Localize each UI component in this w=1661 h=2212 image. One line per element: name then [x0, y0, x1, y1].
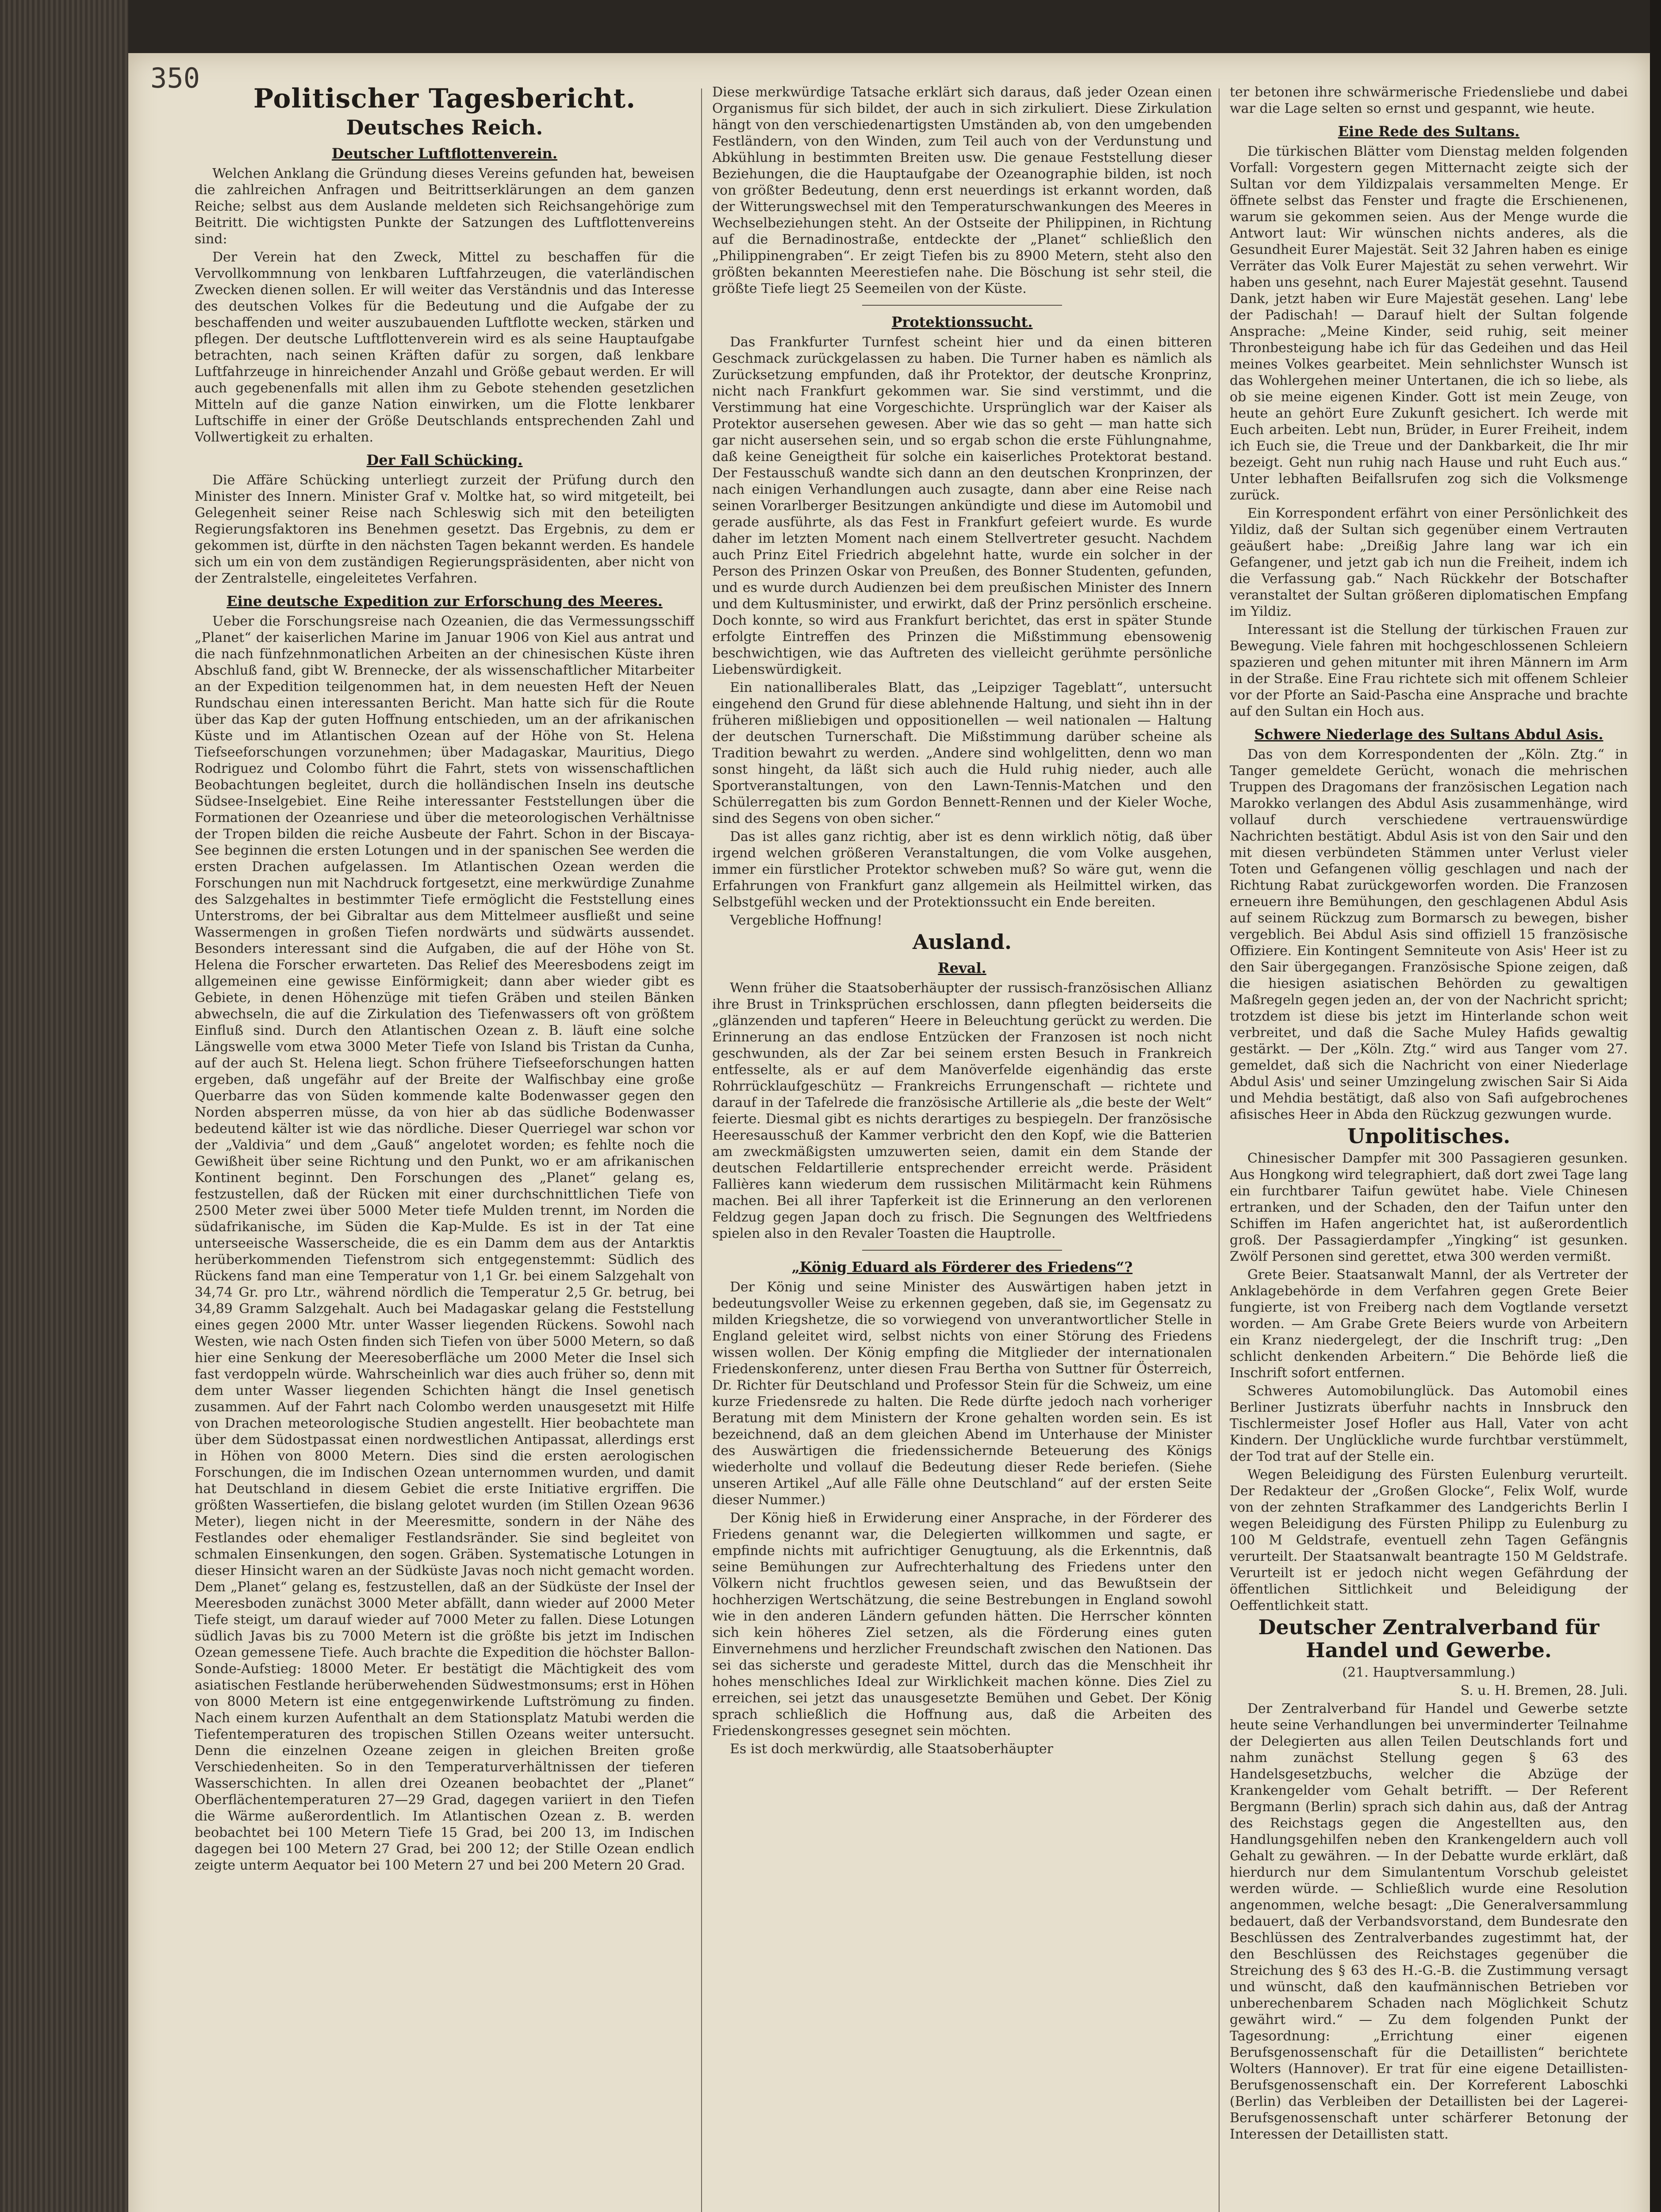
article-paragraph: Wegen Beleidigung des Fürsten Eulenburg verurteilt. Der Redakteur der „Großen Glocke“, Felix Wolf, wurde von der zehnten Strafkammer des Landgerichts Berlin I wegen Beleidigung des Fürsten Philipp zu Eulenburg zu 100 M Geldstrafe, eventuell zehn Tagen Gefängnis verurteilt. Der Staatsanwalt beantragte 150 M Geldstrafe. Verurteilt ist er jedoch nicht wegen Gefährdung der öffentlichen Sittlichkeit und Beleidigung der Oeffentlichkeit statt.	[1230, 1467, 1628, 1613]
article-paragraph: Es ist doch merkwürdig, alle Staatsoberhäupter	[730, 1741, 1053, 1757]
article-paragraph: Vergebliche Hoffnung!	[730, 913, 882, 928]
article-paragraph: Der Zentralverband für Handel und Gewerbe setzte heute seine Verhandlungen bei unverminderter Teilnahme der Delegierten aus allen Teilen Deutschlands fort und nahm zunächst Stellung gegen § 63 des Handelsgesetzbuchs, welcher die Abzüge der Krankengelder vom Gehalt betrifft. — Der Referent Bergmann (Berlin) sprach sich dahin aus, daß der Antrag des Reichstags gegen die Angestellten aus, den Handlungsgehilfen neben den Krankengeldern auch voll Gehalt zu gewähren. — In der Debatte wurde erklärt, daß hierdurch nur dem Simulantentum Vorschub geleistet werden würde. — Schließlich wurde eine Resolution angenommen, welche besagt: „Die Generalversammlung bedauert, daß der Verbandsvorstand, dem Bundesrate den Beschlüssen des Zentralverbandes zugestimmt hat, der den Beschlüssen des Reichstages gegenüber die Streichung des § 63 des H.-G.-B. die Zustimmung versagt und wünscht, daß den kaufmännischen Betrieben vor unberechenbarem Schaden nach Möglichkeit Schutz gewährt wird.“ — Zu dem folgenden Punkt der Tagesordnung: „Errichtung einer eigenen Berufsgenossenschaft für die Detaillisten“ berichtete Wolters (Hannover). Er trat für eine eigene Detaillisten-Berufsgenossenschaft ein. Der Korreferent Laboschki (Berlin) das Verbleiben der Detaillisten bei der Lagerei-Berufsgenossenschaft unter schärferer Betonung der Interessen der Detaillisten statt.	[1230, 1701, 1628, 2142]
article-paragraph: Das Frankfurter Turnfest scheint hier und da einen bitteren Geschmack zurückgelassen zu haben. Die Turner haben es nämlich als Zurücksetzung empfunden, daß ihr Protektor, der deutsche Kronprinz, nicht nach Frankfurt gekommen war. Sie sind verstimmt, und die Verstimmung hat eine Vorgeschichte. Ursprünglich war der Kaiser als Protektor ausersehen gewesen. Aber wie das so geht — man hatte sich gar nicht ausersehen sein, und so ergab schon die erste Fühlungnahme, daß keine Geneigtheit für solche ein kaiserliches Protektorat bestand. Der Festausschuß wandte sich dann an den deutschen Kronprinzen, der nach einigen Verhandlungen auch zusagte, dann aber eine Reise nach seinen Vorarlberger Besitzungen ankündigte und diese im Automobil und gerade ausführte, als das Fest in Frankfurt gefeiert wurde. Es wurde daher im letzten Moment nach einem Stellvertreter gesucht. Nachdem auch Prinz Eitel Friedrich abgelehnt hatte, wurde ein solcher in der Person des Prinzen Oskar von Preußen, des Bonner Studenten, gefunden, und es wurde durch Audienzen bei dem preußischen Minister des Innern und dem Kultusminister, und erwirkt, daß der Prinz persönlich erscheine. Doch konnte, so wird aus Frankfurt berichtet, das erst in später Stunde erfolgte Eintreffen des Prinzen die Mißstimmung ebensowenig beschwichtigen, wie das Auftreten des vielleicht gerühmte persönliche Liebenswürdigkeit.	[712, 334, 1212, 677]
article-paragraph: Das von dem Korrespondenten der „Köln. Ztg.“ in Tanger gemeldete Gerücht, wonach die mehrischen Truppen des Dragomans der französischen Legation nach Marokko verlangen des Abdul Asis zusammenhänge, wird vollauf durch verschiedene vertrauenswürdige Nachrichten bestätigt. Abdul Asis ist von den Sair und den mit diesen verbündeten Stämmen unter Verlust vieler Toten und Gefangenen völlig geschlagen und nach der Richtung Rabat zurückgeworfen worden. Die Franzosen erneuern ihre Bemühungen, den geschlagenen Abdul Asis auf seinem Rückzug zum Bormarsch zu bewegen, bisher vergeblich. Bei Abdul Asis sind offiziell 15 französische Offiziere. Ein Kontingent Semniteute von Asis' Heer ist zu den Sair übergegangen. Französische Spione zeigen, daß die hiesigen asiatischen Behörden zu gewaltigen Maßregeln gegen jeden an, der von der Nachricht spricht; trotzdem ist diese bis jetzt im Hinterlande schon weit verbreitet, und daß die Sache Muley Hafids gewaltig gestärkt. — Der „Köln. Ztg.“ wird aus Tanger vom 27. gemeldet, daß sich die Nachricht von einer Niederlage Abdul Asis' und seiner Umzingelung zwischen Sair Si Aida und Mehdia bestätigt, daß also von Safi aufgebrochenes afisisches Heer in Abda den Rückzug gezwungen wurde.	[1230, 747, 1628, 1122]
column-left	[195, 84, 694, 2212]
article-title: Schwere Niederlage des Sultans Abdul Asis.	[1254, 726, 1603, 743]
article-paragraph: Grete Beier. Staatsanwalt Mannl, der als Vertreter der Anklagebehörde in dem Verfahren gegen Grete Beier fungierte, ist von Freiberg nach dem Vogtlande versetzt worden. — Am Grabe Grete Beiers wurde von Arbeitern ein Kranz niedergelegt, der die Inschrift trug: „Den schlicht denkenden Arbeitern.“ Die Behörde ließ die Inschrift sofort entfernen.	[1230, 1267, 1628, 1381]
column-rule	[701, 88, 702, 2212]
article-paragraph: Die türkischen Blätter vom Dienstag melden folgenden Vorfall: Vorgestern gegen Mitternacht zeigte sich der Sultan vor dem Yildizpalais versammelten Menge. Er öffnete selbst das Fenster und fragte die Erschienenen, warum sie gekommen seien. Aus der Menge wurde die Antwort laut: Wir wünschen nichts anderes, als die Gesundheit Eurer Majestät. Seit 32 Jahren haben es einige Verräter das Volk Eurer Majestät zu sehen verwehrt. Wir haben uns gesehnt, nach Eurer Majestät gesehnt. Tausend Dank, jetzt haben wir Eure Majestät gesehen. Lang' lebe der Padischah! — Darauf hielt der Sultan folgende Ansprache: „Meine Kinder, seid ruhig, seit meiner Thronbesteigung habe ich für das Gedeihen und das Heil meines Volkes gearbeitet. Mein sehnlichster Wunsch ist das Wohlergehen meiner Untertanen, die ich so liebe, als ob sie meine eigenen Kinder. Gott ist mein Zeuge, von heute an gehört Eure Zukunft gesichert. Ich werde mit Euch arbeiten. Lebt nun, Brüder, in Eurer Freiheit, indem ich Euch sie, die Treue und der Dankbarkeit, die Ihr mir bezeigt. Geht nun ruhig nach Hause und ruht Euch aus.“ Unter lebhaften Beifallsrufen zog sich die Volksmenge zurück.	[1230, 144, 1628, 503]
column-rule	[1219, 88, 1220, 2212]
section-title: Unpolitisches.	[1347, 1124, 1511, 1148]
article-title: Protektionssucht.	[891, 314, 1033, 330]
section-title: Deutscher Zentralverband für Handel und Gewerbe.	[1258, 1615, 1600, 1662]
article-paragraph: ter betonen ihre schwärmerische Friedensliebe und dabei war die Lage selten so ernst und gespannt, wie heute.	[1230, 84, 1628, 116]
article-title: Eine Rede des Sultans.	[1338, 123, 1520, 140]
article-title: Der Fall Schücking.	[366, 452, 523, 469]
article-title: Eine deutsche Expedition zur Erforschung des Meeres.	[226, 593, 663, 610]
article-paragraph: Diese merkwürdige Tatsache erklärt sich daraus, daß jeder Ozean einen Organismus für sich bildet, der auch in sich zirkuliert. Diese Zirkulation hängt von den verschiedenartigsten Umständen ab, von den umgebenden Festländern, von den Winden, zum Teil auch von der Verdunstung und Abkühlung in bestimmten Breiten usw. Die genaue Feststellung dieser Beziehungen, die die Hauptaufgabe der Ozeanographie bilden, ist noch von größter Bedeutung, denn erst neuerdings ist erkannt worden, daß der Witterungswechsel mit den Temperaturschwankungen des Meeres in Wechselbeziehungen steht. An der Ostseite der Philippinen, in Richtung auf die Bernadinostraße, entdeckte der „Planet“ schließlich den „Philippinengraben“. Er zeigt Tiefen bis zu 8900 Metern, steht also den größten bekannten Meerestiefen nahe. Die Böschung ist sehr steil, die größte Tiefe liegt 25 Seemeilen von der Küste.	[712, 84, 1212, 296]
article-divider	[862, 305, 1062, 306]
article-title: „König Eduard als Förderer des Friedens“?	[791, 1259, 1133, 1275]
section-title: Deutsches Reich.	[346, 115, 543, 139]
article-title: Reval.	[938, 960, 986, 976]
article-paragraph: Der König hieß in Erwiderung einer Ansprache, in der Förderer des Friedens genannt war, die Delegierten willkommen und sagte, er empfinde nichts mit aufrichtiger Genugtuung, als die Erkenntnis, daß seine Bemühungen zur Aufrechterhaltung des Friedens unter den Völkern nicht fruchtlos gewesen seien, und das Bewußtsein der hochherzigen Wertschätzung, die seine Bestrebungen in England sowohl wie in den anderen Ländern gefunden hätten. Die Herrscher könnten sich kein höheres Ziel setzen, als die Förderung eines guten Einvernehmens und herzlicher Freundschaft zwischen den Nationen. Das sei das sicherste und geradeste Mittel, durch das die Menschheit ihr hohes menschliches Ideal zur Wirklichkeit machen könne. Dies Ziel zu erreichen, sei jetzt das unausgesetzte Bemühen und Gebet. Der König sprach schließlich die Hoffnung aus, daß die Arbeiten des Friedenskongresses gesegnet sein möchten.	[712, 1510, 1212, 1739]
main-title: Politischer Tagesbericht.	[253, 84, 636, 114]
article-paragraph: Ein Korrespondent erfährt von einer Persönlichkeit des Yildiz, daß der Sultan sich gegenüber einem Vertrauten geäußert habe: „Dreißig Jahre lang war ich ein Gefangener, und jetzt gab ich nun die Freiheit, indem ich die Verfassung gab.“ Nach Rückkehr der Botschafter veranstaltet der Sultan größeren diplomatischen Empfang im Yildiz.	[1230, 506, 1628, 619]
newspaper-page	[128, 53, 1650, 2212]
article-paragraph: Ein nationalliberales Blatt, das „Leipziger Tageblatt“, untersucht eingehend den Grund für diese ablehnende Haltung, und sieht ihn in der früheren mißliebigen und oppositionellen — weil nationalen — Haltung der deutschen Turnerschaft. Die Mißstimmung darüber scheine als Tradition bewahrt zu werden. „Andere sind wohlgelitten, denn wo man sonst hingeht, da läßt sich auch die Huld ruhig nieder, auch alle Sportveranstaltungen, von den Lawn-Tennis-Matchen und den Schülerregatten bis zum Gordon Bennett-Rennen und der Kieler Woche, sind des Segens von oben sicher.“	[712, 680, 1212, 826]
article-paragraph: Wenn früher die Staatsoberhäupter der russisch-französischen Allianz ihre Brust in Trinksprüchen erschlossen, dann pflegten beiderseits die „glänzenden und tapferen“ Heere in Beleuchtung gerückt zu werden. Die Erinnerung an das endlose Entzücken der Franzosen ist noch nicht geschwunden, als der Zar bei seinem ersten Besuch in Frankreich entfesselte, als er auf dem Manöverfelde eigenhändig das erste Rohrrücklaufgeschütz — Frankreichs Errungenschaft — richtete und darauf in der Tafelrede die französische Artillerie als „die beste der Welt“ feierte. Diesmal gibt es nichts derartiges zu bespiegeln. Der französische Heeresausschuß der Kammer verbricht den den Kopf, wie die Batterien am zweckmäßigsten umzuwerten seien, damit ein dem Stande der deutschen Feldartillerie entsprechender erreicht werde. Präsident Fallières kann wiederum dem russischen Militärmacht kein Rühmens machen. Bei all ihrer Tapferkeit ist die Erinnerung an den verlorenen Feldzug gegen Japan doch zu frisch. Die Segnungen des Weltfriedens spielen also in den Revaler Toasten die Hauptrolle.	[712, 980, 1212, 1241]
article-paragraph: Der König und seine Minister des Auswärtigen haben jetzt in bedeutungsvoller Weise zu erkennen gegeben, daß sie, im Gegensatz zu milden Kriegshetze, die so vorwiegend von unverantwortlicher Stelle in England geleitet wird, selbst nichts von einer Störung des Friedens wissen wollen. Der König empfing die Mitglieder der internationalen Friedenskonferenz, unter diesen Frau Bertha von Suttner für Österreich, Dr. Richter für Deutschland und Professor Stein für die Schweiz, um eine kurze Friedensrede zu halten. Die Rede dürfte jedoch nach vorheriger Beratung mit dem Ministern der Krone gehalten worden sein. Es ist bezeichnend, daß an dem gleichen Abend im Unterhause der Minister des Auswärtigen die friedenssichernde Beteuerung des Königs wiederholte und vollauf die Bedeutung dieser Rede beriefen. (Siehe unseren Artikel „Auf alle Fälle ohne Deutschland“ auf der ersten Seite dieser Nummer.)	[712, 1279, 1212, 1508]
article-dateline: S. u. H. Bremen, 28. Juli.	[1460, 1683, 1628, 1698]
column-right	[1230, 84, 1628, 2212]
column-middle	[712, 84, 1212, 2212]
article-paragraph: Der Verein hat den Zweck, Mittel zu beschaffen für die Vervollkommnung von lenkbaren Luftfahrzeugen, die vaterländischen Zwecken dienen sollen. Er will weiter das Verständnis und das Interesse des deutschen Volkes für die Bedeutung und die Aufgabe der zu beschaffenden und weiter auszubauenden Luftflotte wecken, stärken und pflegen. Der deutsche Luftflottenverein wird es als seine Hauptaufgabe betrachten, nach seinen Kräften dafür zu sorgen, daß lenkbare Luftfahrzeuge in hinreichender Anzahl und Größe gebaut werden. Er will auch gegebenenfalls mit allen ihm zu Gebote stehenden gesetzlichen Mitteln auf die ganze Nation einwirken, um die Flotte lenkbarer Luftschiffe in einer der Größe Deutschlands entsprechenden Zahl und Vollwertigkeit zu erhalten.	[195, 250, 694, 445]
article-paragraph: Welchen Anklang die Gründung dieses Vereins gefunden hat, beweisen die zahlreichen Anfragen und Beitrittserklärungen an dem ganzen Reiche; selbst aus dem Auslande meldeten sich Reichsangehörige zum Beitritt. Die wichtigsten Punkte der Satzungen des Luftflottenvereins sind:	[195, 166, 694, 247]
article-paragraph: Schweres Automobilunglück. Das Automobil eines Berliner Justizrats überfuhr nachts in Innsbruck den Tischlermeister Josef Hofler aus Hall, Vater von acht Kindern. Der Unglückliche wurde furchtbar verstümmelt, der Tod trat auf der Stelle ein.	[1230, 1383, 1628, 1464]
article-paragraph: Das ist alles ganz richtig, aber ist es denn wirklich nötig, daß über irgend welchen größeren Veranstaltungen, die vom Volke ausgehen, immer ein fürstlicher Protektor schweben muß? So wäre gut, wenn die Erfahrungen von Frankfurt ganz allgemein als Heilmittel wirken, das Selbstgefühl wecken und der Protektionssucht ein Ende bereiten.	[712, 829, 1212, 910]
section-title: Ausland.	[913, 930, 1012, 954]
book-page-edges	[0, 0, 128, 2212]
article-divider	[862, 1250, 1062, 1251]
scan-border	[1650, 0, 1661, 2212]
article-subtitle: (21. Hauptversammlung.)	[1342, 1665, 1515, 1680]
article-title: Deutscher Luftflottenverein.	[331, 145, 558, 162]
article-paragraph: Die Affäre Schücking unterliegt zurzeit der Prüfung durch den Minister des Innern. Minister Graf v. Moltke hat, so wird mitgeteilt, bei Gelegenheit seiner Reise nach Schleswig sich mit den beteiligten Regierungsfaktoren ins Benehmen gesetzt. Das Ergebnis, zu dem er gekommen ist, dürfte in den nächsten Tagen bekannt werden. Es handele sich um ein von dem zuständigen Regierungspräsidenten, aber nicht von der Zentralstelle, eingeleitetes Verfahren.	[195, 472, 694, 586]
page-number: 350	[150, 62, 200, 94]
article-paragraph: Interessant ist die Stellung der türkischen Frauen zur Bewegung. Viele fahren mit hochgeschlossenen Schleiern spazieren und gehen mitunter mit ihren Männern im Arm in der Straße. Eine Frau richtete sich mit offenem Schleier vor der Pforte an Said-Pascha eine Ansprache und brachte auf den Sultan ein Hoch aus.	[1230, 622, 1628, 719]
article-paragraph: Chinesischer Dampfer mit 300 Passagieren gesunken. Aus Hongkong wird telegraphiert, daß dort zwei Tage lang ein furchtbarer Taifun gewütet habe. Viele Chinesen ertranken, und der Schaden, den der Taifun unter den Schiffen im Hafen angerichtet hat, ist außerordentlich groß. Der Passagierdampfer „Yingking“ ist gesunken. Zwölf Personen sind gerettet, etwa 300 werden vermißt.	[1230, 1151, 1628, 1264]
article-paragraph: Ueber die Forschungsreise nach Ozeanien, die das Vermessungsschiff „Planet“ der kaiserlichen Marine im Januar 1906 von Kiel aus antrat und die nach fünfzehnmonatlichen Arbeiten an der chinesischen Küste ihren Abschluß fand, gibt W. Brennecke, der als wissenschaftlicher Mitarbeiter an der Expedition teilgenommen hat, in dem neuesten Heft der Neuen Rundschau einen interessanten Bericht. Man hatte sich für die Route über das Kap der guten Hoffnung entschieden, um an der afrikanischen Küste und im Atlantischen Ozean auf der Höhe von St. Helena Tiefseeforschungen vorzunehmen; über Madagaskar, Mauritius, Diego Rodriguez und Colombo führt die Fahrt, stets von wissenschaftlichen Beobachtungen begleitet, durch die holländischen Inseln ins deutsche Südsee-Inselgebiet. Eine Reihe interessanter Feststellungen über die Formationen der Ozeanriese und über die meteorologischen Verhältnisse der Tropen bilden die reiche Ausbeute der Fahrt. Schon in der Biscaya-See beginnen die ersten Lotungen und in der spanischen See werden die ersten Drachen aufgelassen. Im Atlantischen Ozean werden die Forschungen nun mit Nachdruck fortgesetzt, eine merkwürdige Zunahme des Salzgehaltes in bestimmter Tiefe ermöglicht die Feststellung eines Unterstroms, der bei Gibraltar aus dem Mittelmeer ausfließt und seine Wassermengen in großen Tiefen nordwärts und südwärts aussendet. Besonders interessant sind die Aufgaben, die auf der Höhe von St. Helena die Forscher erwarteten. Das Relief des Meeresbodens zeigt im allgemeinen eine gewisse Einförmigkeit; dann aber wieder gibt es Gebiete, in denen Höhenzüge mit tiefen Gräben und steilen Bänken abwechseln, die auf die Zirkulation des Tiefenwassers oft von größtem Einfluß sind. Durch den Atlantischen Ozean z. B. läuft eine solche Längswelle vom etwa 3000 Meter Tiefe von Island bis Tristan da Cunha, auf der auch St. Helena liegt. Schon frühere Tiefseeforschungen hatten ergeben, daß ungefähr auf der Breite der Walfischbay eine große Querbarre das von Süden kommende kalte Bodenwasser gegen den Norden absperren müsse, da von hier ab das südliche Bodenwasser bedeutend kälter ist wie das nördliche. Dieser Querriegel war schon vor der „Valdivia“ und dem „Gauß“ angelotet worden; es fehlte noch die Gewißheit über seine Richtung und den Punkt, wo er am afrikanischen Kontinent beginnt. Den Forschungen des „Planet“ gelang es, festzustellen, daß der Rücken mit einer durchschnittlichen Tiefe von 2500 Meter zwei über 5000 Meter tiefe Mulden trennt, im Norden die südafrikanische, im Süden die Kap-Mulde. Es ist in der Tat eine unterseeische Wasserscheide, die es ein Damm dem aus der Antarktis herüberkommenden Tiefenstrom sich entgegenstemmt: Südlich des Rückens fand man eine Temperatur von 1,1 Gr. bei einem Salzgehalt von 34,74 Gr. pro Ltr., während nördlich die Temperatur 2,5 Gr. betrug, bei 34,89 Gramm Salzgehalt. Auch bei Madagaskar gelang die Feststellung eines gegen 2000 Mtr. unter Wasser liegenden Rückens. Sowohl nach Westen, wie nach Osten finden sich Tiefen von über 5000 Metern, so daß hier eine Senkung der Meeresoberfläche um 2000 Meter die Insel sich fast verdoppeln würde. Wahrscheinlich war dies auch früher so, denn mit dem unter Wasser liegenden Schichten hängt die Insel genetisch zusammen. Auf der Fahrt nach Colombo werden unausgesetzt mit Hilfe von Drachen meteorologische Studien angestellt. Hier beobachtete man über dem Südostpassat einen nordwestlichen Antipassat, allerdings erst in Höhen von 8000 Metern. Dies sind die ersten aerologischen Forschungen, die im Indischen Ozean unternommen wurden, und damit hat Deutschland in diesem Gebiet die erste Initiative ergriffen. Die größten Wassertiefen, die bislang gelotet wurden (im Stillen Ozean 9636 Meter), liegen nicht in der Meeresmitte, sondern in der Nähe des Festlandes oder ehemaliger Festlandsränder. Sie sind begleitet von schmalen Einsenkungen, den sogen. Gräben. Systematische Lotungen in dieser Hinsicht waren an der Südküste Javas noch nicht gemacht worden. Dem „Planet“ gelang es, festzustellen, daß an der Südküste der Insel der Meeresboden zunächst 3000 Meter abfällt, dann wieder auf 2000 Meter Tiefe steigt, um darauf wieder auf 7000 Meter zu fallen. Diese Lotungen südlich Javas bis zu 7000 Metern ist die größte bis jetzt im Indischen Ozean gemessene Tiefe. Auch brachte die Expedition die höchster Ballon-Sonde-Aufstieg: 18000 Meter. Er bestätigt die Mächtigkeit des vom asiatischen Festlande herüberwehenden Südwestmonsums; erst in Höhen von 8000 Metern ist eine entgegenwirkende Luftströmung zu finden. Nach einem kurzen Aufenthalt an dem Stationsplatz Matubi werden die Tiefentemperaturen des tropischen Stillen Ozeans weiter untersucht. Denn die einzelnen Ozeane zeigen in gleichen Breiten große Verschiedenheiten. So in den Temperaturverhältnissen der tieferen Wasserschichten. In allen drei Ozeanen beobachtet der „Planet“ Oberflächentemperaturen 27—29 Grad, dagegen variiert in den Tiefen die Wärme außerordentlich. Im Atlantischen Ozean z. B. werden beobachtet bei 100 Metern Tiefe 15 Grad, bei 200 13, im Indischen dagegen bei 100 Metern 27 Grad, bei 200 12; der Stille Ozean endlich zeigte unterm Aequator bei 100 Metern 27 und bei 200 Metern 20 Grad.	[195, 614, 694, 1873]
